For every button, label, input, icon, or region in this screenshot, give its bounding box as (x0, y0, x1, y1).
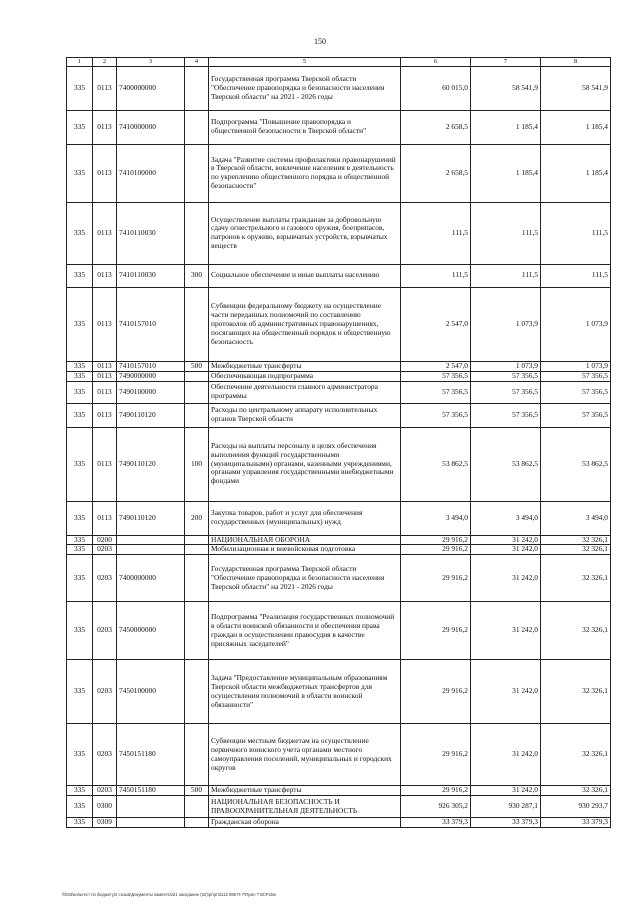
section-code-cell: 0113 (93, 144, 117, 202)
item-name-cell: Межбюджетные трансферты (209, 786, 401, 796)
amount-year2-cell: 31 242,0 (471, 786, 541, 796)
expense-type-cell (185, 818, 209, 828)
amount-year2-cell: 57 356,5 (471, 403, 541, 427)
expense-type-cell (185, 535, 209, 545)
table-row (67, 202, 611, 264)
amount-year1-cell: 60 015,0 (401, 66, 471, 110)
table-row (67, 371, 611, 381)
amount-year1-cell: 2 547,0 (401, 361, 471, 371)
amount-year2-cell: 31 242,0 (471, 724, 541, 786)
item-name-cell: Задача "Предоставление муниципальным образованиям Тверской области межбюджетных трансфертов для осуществления полномочий в области воинской обязанности" (209, 660, 401, 724)
amount-year3-cell: 57 356,5 (541, 381, 611, 403)
department-code-cell: 335 (67, 264, 93, 287)
section-code-cell: 0113 (93, 381, 117, 403)
amount-year3-cell: 1 073,9 (541, 361, 611, 371)
amount-year1-cell: 111,5 (401, 264, 471, 287)
table-row (67, 264, 611, 287)
column-number: 4 (185, 58, 209, 67)
amount-year3-cell: 53 862,5 (541, 427, 611, 501)
section-code-cell: 0113 (93, 361, 117, 371)
target-article-cell: 7410157010 (117, 287, 185, 361)
amount-year3-cell: 32 326,1 (541, 602, 611, 660)
amount-year1-cell: 29 916,2 (401, 786, 471, 796)
target-article-cell: 7410000000 (117, 110, 185, 144)
expense-type-cell: 200 (185, 501, 209, 535)
table-row (67, 66, 611, 110)
item-name-cell: Расходы на выплаты персоналу в целях обеспечения выполнения функций государственными (муниципальными) органами, казенными учреждениями, органами управления государственными внебюджетными фондами (209, 427, 401, 501)
item-name-cell: Закупка товаров, работ и услуг для обеспечения государственных (муниципальных) нужд (209, 501, 401, 535)
amount-year1-cell: 29 916,2 (401, 724, 471, 786)
department-code-cell: 335 (67, 371, 93, 381)
amount-year2-cell: 58 541,9 (471, 66, 541, 110)
expense-type-cell (185, 796, 209, 818)
department-code-cell: 335 (67, 110, 93, 144)
amount-year3-cell: 57 356,5 (541, 371, 611, 381)
item-name-cell: НАЦИОНАЛЬНАЯ БЕЗОПАСНОСТЬ И ПРАВООХРАНИТЕЛЬНАЯ ДЕЯТЕЛЬНОСТЬ (209, 796, 401, 818)
expense-type-cell (185, 724, 209, 786)
expense-type-cell (185, 545, 209, 555)
target-article-cell (117, 535, 185, 545)
table-row (67, 602, 611, 660)
amount-year3-cell: 1 185,4 (541, 110, 611, 144)
section-code-cell: 0203 (93, 545, 117, 555)
amount-year2-cell: 930 287,1 (471, 796, 541, 818)
expense-type-cell (185, 381, 209, 403)
amount-year3-cell: 111,5 (541, 202, 611, 264)
amount-year1-cell: 2 547,0 (401, 287, 471, 361)
target-article-cell: 7450151180 (117, 724, 185, 786)
expense-type-cell (185, 144, 209, 202)
amount-year3-cell: 1 185,4 (541, 144, 611, 202)
item-name-cell: Обеспечивающая подпрограмма (209, 371, 401, 381)
amount-year1-cell: 29 916,2 (401, 660, 471, 724)
amount-year1-cell: 33 379,3 (401, 818, 471, 828)
department-code-cell: 335 (67, 202, 93, 264)
amount-year1-cell: 29 916,2 (401, 535, 471, 545)
department-code-cell: 335 (67, 501, 93, 535)
page-number: 150 (314, 37, 326, 46)
expense-type-cell (185, 66, 209, 110)
amount-year2-cell: 1 185,4 (471, 144, 541, 202)
target-article-cell: 7400000000 (117, 66, 185, 110)
amount-year1-cell: 926 305,2 (401, 796, 471, 818)
table-row (67, 144, 611, 202)
target-article-cell: 7410157010 (117, 361, 185, 371)
expense-type-cell (185, 660, 209, 724)
department-code-cell: 335 (67, 602, 93, 660)
column-number: 2 (93, 58, 117, 67)
section-code-cell: 0113 (93, 501, 117, 535)
department-code-cell: 335 (67, 427, 93, 501)
amount-year1-cell: 53 862,5 (401, 427, 471, 501)
table-row (67, 660, 611, 724)
amount-year2-cell: 31 242,0 (471, 660, 541, 724)
target-article-cell: 7490110120 (117, 501, 185, 535)
target-article-cell: 7450100000 (117, 660, 185, 724)
section-code-cell: 0203 (93, 555, 117, 602)
item-name-cell: Мобилизационная и вневойсковая подготовка (209, 545, 401, 555)
section-code-cell: 0113 (93, 427, 117, 501)
department-code-cell: 335 (67, 660, 93, 724)
amount-year3-cell: 32 326,1 (541, 660, 611, 724)
department-code-cell: 335 (67, 361, 93, 371)
column-number: 1 (67, 58, 93, 67)
amount-year1-cell: 29 916,2 (401, 555, 471, 602)
target-article-cell: 7490110120 (117, 403, 185, 427)
target-article-cell: 7490000000 (117, 371, 185, 381)
department-code-cell: 335 (67, 144, 93, 202)
expense-type-cell: 300 (185, 264, 209, 287)
amount-year2-cell: 31 242,0 (471, 555, 541, 602)
expense-type-cell: 100 (185, 427, 209, 501)
amount-year2-cell: 57 356,5 (471, 381, 541, 403)
column-number: 5 (209, 58, 401, 67)
section-code-cell: 0200 (93, 535, 117, 545)
item-name-cell: НАЦИОНАЛЬНАЯ ОБОРОНА (209, 535, 401, 545)
amount-year3-cell: 32 326,1 (541, 535, 611, 545)
expense-type-cell (185, 287, 209, 361)
amount-year3-cell: 32 326,1 (541, 724, 611, 786)
expense-type-cell (185, 602, 209, 660)
budget-table (66, 57, 611, 828)
amount-year2-cell: 1 073,9 (471, 361, 541, 371)
item-name-cell: Задача "Развитие системы профилактики правонарушений в Тверской области, вовлечение населения в деятельность по укреплению общественного порядка и общественной безопасности" (209, 144, 401, 202)
item-name-cell: Государственная программа Тверской области "Обеспечение правопорядка и безопасности населения Тверской области" на 2021 - 2026 годы (209, 66, 401, 110)
table-row (67, 361, 611, 371)
section-code-cell: 0113 (93, 202, 117, 264)
amount-year1-cell: 111,5 (401, 202, 471, 264)
expense-type-cell (185, 202, 209, 264)
amount-year1-cell: 29 916,2 (401, 545, 471, 555)
item-name-cell: Межбюджетные трансферты (209, 361, 401, 371)
amount-year1-cell: 2 658,5 (401, 110, 471, 144)
department-code-cell: 335 (67, 555, 93, 602)
department-code-cell: 335 (67, 403, 93, 427)
amount-year2-cell: 111,5 (471, 202, 541, 264)
column-number-row (67, 58, 611, 67)
section-code-cell: 0300 (93, 796, 117, 818)
item-name-cell: Государственная программа Тверской области "Обеспечение правопорядка и безопасности населения Тверской области" на 2021 - 2026 годы (209, 555, 401, 602)
item-name-cell: Расходы по центральному аппарату исполнительных органов Тверской области (209, 403, 401, 427)
department-code-cell: 335 (67, 66, 93, 110)
table-row (67, 403, 611, 427)
section-code-cell: 0203 (93, 602, 117, 660)
department-code-cell: 335 (67, 381, 93, 403)
amount-year1-cell: 57 356,5 (401, 381, 471, 403)
amount-year2-cell: 31 242,0 (471, 545, 541, 555)
amount-year2-cell: 1 073,9 (471, 287, 541, 361)
department-code-cell: 335 (67, 786, 93, 796)
item-name-cell: Социальное обеспечение и иные выплаты населению (209, 264, 401, 287)
amount-year1-cell: 57 356,5 (401, 371, 471, 381)
amount-year3-cell: 1 073,9 (541, 287, 611, 361)
section-code-cell: 0113 (93, 264, 117, 287)
department-code-cell: 335 (67, 545, 93, 555)
amount-year2-cell: 53 862,5 (471, 427, 541, 501)
file-path-footer: \\fs03\кольтест по бюджету\2 созыв\Документы комитета\21 заседание (02)\рг\рг\2113 985-П-7\Прил 7 ВСР.xlsx (62, 892, 277, 897)
item-name-cell: Субвенции федеральному бюджету на осуществление части переданных полномочий по составлению протоколов об административных правонарушениях, посягающих на общественный порядок и общественную безопасность (209, 287, 401, 361)
section-code-cell: 0203 (93, 660, 117, 724)
section-code-cell: 0203 (93, 724, 117, 786)
column-number: 8 (541, 58, 611, 67)
expense-type-cell: 500 (185, 361, 209, 371)
target-article-cell: 7450151180 (117, 786, 185, 796)
section-code-cell: 0113 (93, 403, 117, 427)
amount-year3-cell: 3 494,0 (541, 501, 611, 535)
target-article-cell: 7450000000 (117, 602, 185, 660)
section-code-cell: 0113 (93, 66, 117, 110)
section-code-cell: 0113 (93, 287, 117, 361)
target-article-cell: 7410110030 (117, 264, 185, 287)
amount-year1-cell: 3 494,0 (401, 501, 471, 535)
amount-year3-cell: 32 326,1 (541, 786, 611, 796)
table-row (67, 287, 611, 361)
table-row (67, 724, 611, 786)
section-code-cell: 0309 (93, 818, 117, 828)
department-code-cell: 335 (67, 818, 93, 828)
amount-year3-cell: 33 379,3 (541, 818, 611, 828)
target-article-cell: 7410100000 (117, 144, 185, 202)
table-row (67, 545, 611, 555)
expense-type-cell (185, 403, 209, 427)
amount-year3-cell: 57 356,5 (541, 403, 611, 427)
amount-year2-cell: 31 242,0 (471, 602, 541, 660)
amount-year1-cell: 57 356,5 (401, 403, 471, 427)
table-row (67, 786, 611, 796)
column-number: 3 (117, 58, 185, 67)
section-code-cell: 0113 (93, 371, 117, 381)
expense-type-cell: 500 (185, 786, 209, 796)
department-code-cell: 335 (67, 287, 93, 361)
expense-type-cell (185, 371, 209, 381)
expense-type-cell (185, 555, 209, 602)
table-body (67, 58, 611, 828)
target-article-cell (117, 545, 185, 555)
table-row (67, 555, 611, 602)
table-row (67, 110, 611, 144)
column-number: 7 (471, 58, 541, 67)
expense-type-cell (185, 110, 209, 144)
table-row (67, 381, 611, 403)
department-code-cell: 335 (67, 796, 93, 818)
item-name-cell: Подпрограмма "Повышение правопорядка и общественной безопасности в Тверской области" (209, 110, 401, 144)
target-article-cell (117, 818, 185, 828)
table-row (67, 796, 611, 818)
target-article-cell: 7400000000 (117, 555, 185, 602)
amount-year2-cell: 33 379,3 (471, 818, 541, 828)
table-row (67, 535, 611, 545)
item-name-cell: Обеспечение деятельности главного администратора программы (209, 381, 401, 403)
item-name-cell: Субвенции местным бюджетам на осуществление первичного воинского учета органами местного самоуправления поселений, муниципальных и городских округов (209, 724, 401, 786)
amount-year2-cell: 57 356,5 (471, 371, 541, 381)
target-article-cell: 7490110120 (117, 427, 185, 501)
table-row (67, 427, 611, 501)
column-number: 6 (401, 58, 471, 67)
amount-year3-cell: 32 326,1 (541, 545, 611, 555)
department-code-cell: 335 (67, 535, 93, 545)
section-code-cell: 0203 (93, 786, 117, 796)
amount-year2-cell: 1 185,4 (471, 110, 541, 144)
item-name-cell: Подпрограмма "Реализация государственных полномочий в области воинской обязанности и обеспечения права граждан в осуществлении правосудия в качестве присяжных заседателей" (209, 602, 401, 660)
item-name-cell: Осуществление выплаты гражданам за добровольную сдачу огнестрельного и газового оружия, боеприпасов, патронов к оружию, взрывчатых устройств, взрывчатых веществ (209, 202, 401, 264)
amount-year3-cell: 930 293,7 (541, 796, 611, 818)
department-code-cell: 335 (67, 724, 93, 786)
section-code-cell: 0113 (93, 110, 117, 144)
amount-year3-cell: 111,5 (541, 264, 611, 287)
target-article-cell: 7410110030 (117, 202, 185, 264)
item-name-cell: Гражданская оборона (209, 818, 401, 828)
amount-year3-cell: 32 326,1 (541, 555, 611, 602)
target-article-cell: 7490100000 (117, 381, 185, 403)
table-row (67, 818, 611, 828)
table-row (67, 501, 611, 535)
amount-year3-cell: 58 541,9 (541, 66, 611, 110)
amount-year2-cell: 3 494,0 (471, 501, 541, 535)
amount-year1-cell: 29 916,2 (401, 602, 471, 660)
target-article-cell (117, 796, 185, 818)
amount-year2-cell: 111,5 (471, 264, 541, 287)
amount-year2-cell: 31 242,0 (471, 535, 541, 545)
amount-year1-cell: 2 658,5 (401, 144, 471, 202)
